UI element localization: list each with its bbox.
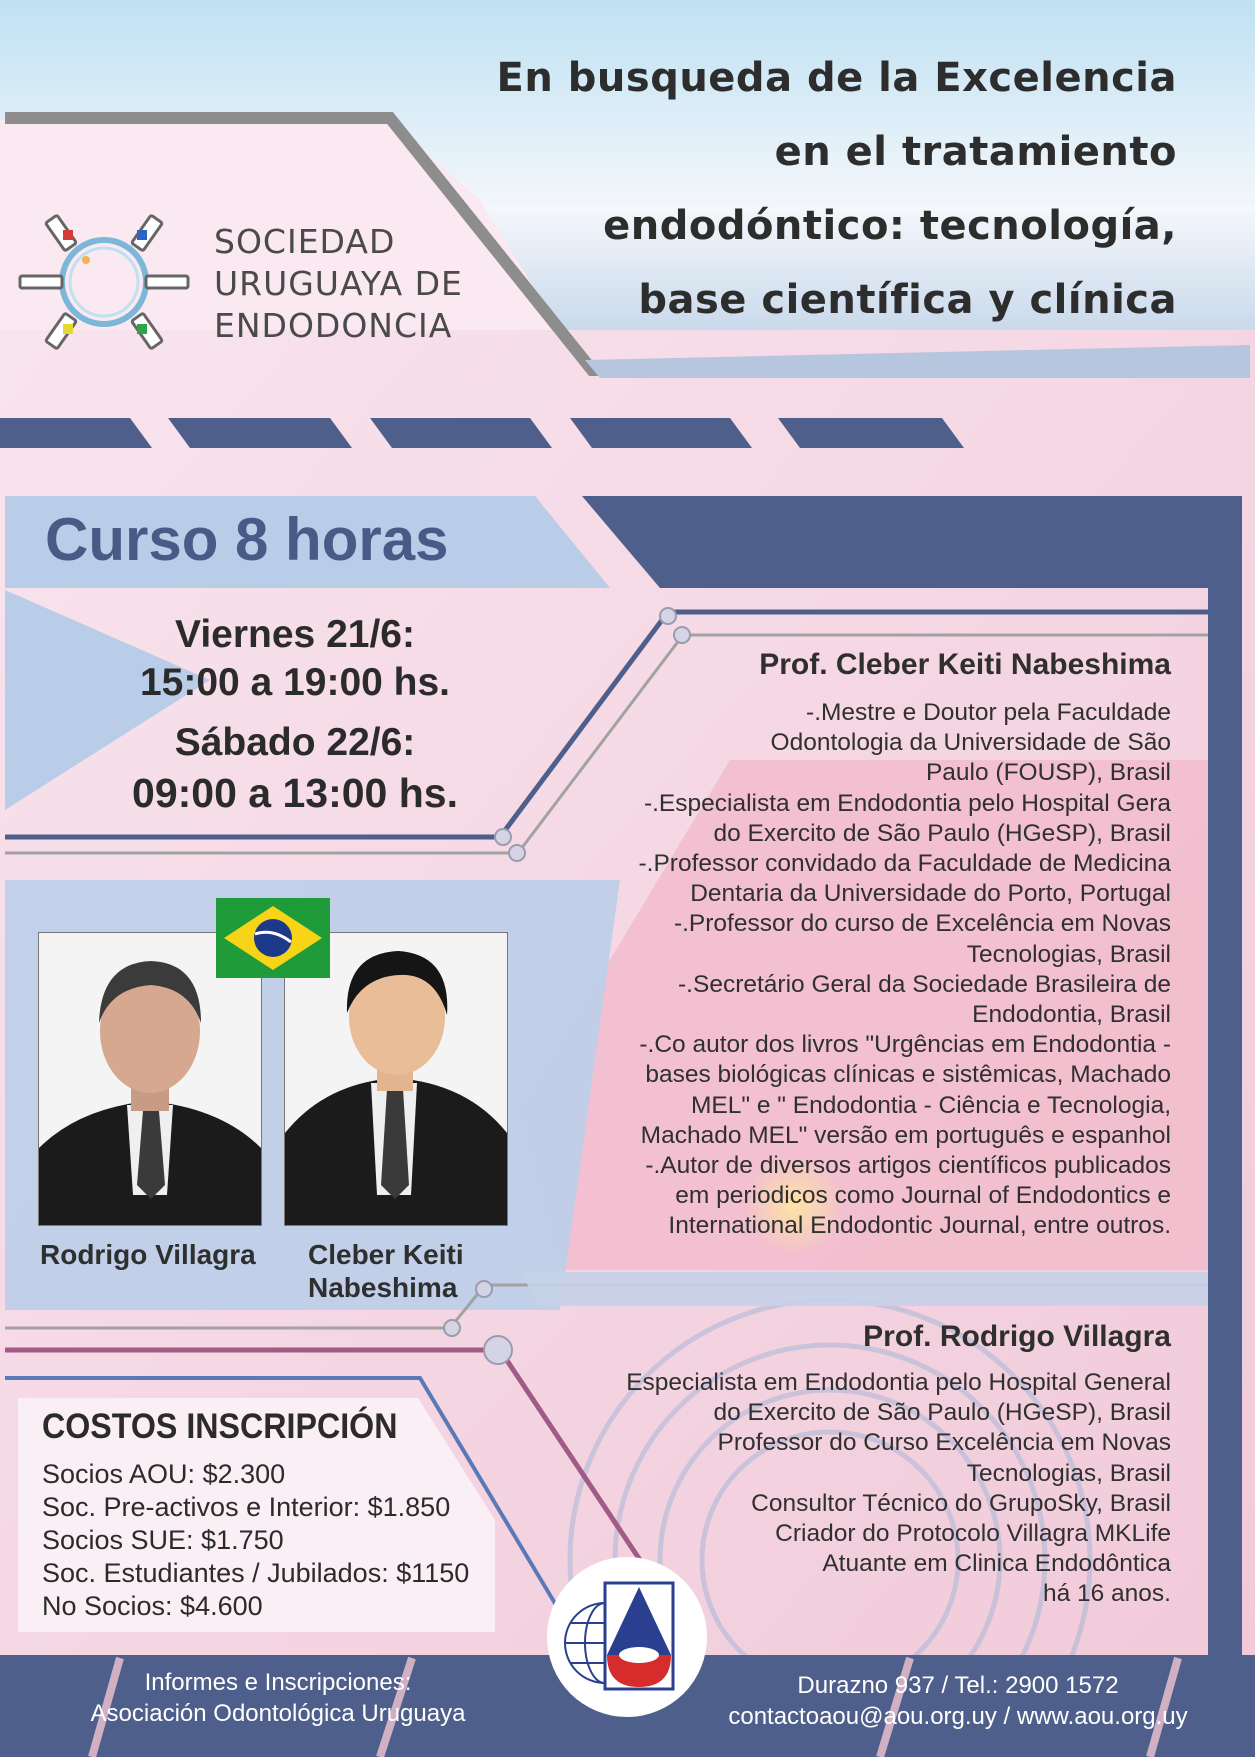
bio-line: -.Autor de diversos artigos científicos publicados (645, 1152, 1171, 1180)
bio-line: Tecnologias, Brasil (966, 940, 1171, 968)
aou-emblem-icon (545, 1555, 710, 1720)
bio-line: Dentaria da Universidade do Porto, Portugal (690, 880, 1171, 908)
prof2-name: Prof. Rodrigo Villagra (863, 1320, 1171, 1353)
cost-item: No Socios: $4.600 (42, 1591, 263, 1621)
title-line-4: base científica y clínica (638, 277, 1177, 323)
photo-caption-right-1: Cleber Keiti (308, 1239, 464, 1270)
bio-line: Consultor Técnico do GrupoSky, Brasil (751, 1489, 1171, 1517)
bio-line: do Exercito de São Paulo (HGeSP), Brasil (713, 1399, 1171, 1427)
bio-line: bases biológicas clínicas e sistêmicas, Machado (645, 1061, 1171, 1089)
bio-line: -.Professor convidado da Faculdade de Medicina (638, 850, 1171, 878)
bio-line: Machado MEL" versão em português e espanhol (640, 1121, 1171, 1149)
bio-line: Atuante em Clinica Endodôntica (822, 1550, 1171, 1578)
bio-line: Odontologia da Universidade de São (770, 729, 1171, 757)
bio-line: Endodontia, Brasil (972, 1001, 1171, 1029)
bio-line: do Exercito de São Paulo (HGeSP), Brasil (713, 819, 1171, 847)
photo-caption-right-2: Nabeshima (308, 1272, 458, 1303)
bio-line: International Endodontic Journal, entre outros. (668, 1212, 1171, 1240)
photo-caption-left: Rodrigo Villagra (40, 1239, 256, 1270)
title-line-2: en el tratamiento (774, 129, 1177, 175)
logo-line-3: ENDODONCIA (214, 306, 453, 345)
bio-line: Professor do Curso Excelência em Novas (717, 1429, 1171, 1457)
cost-item: Soc. Pre-activos e Interior: $1.850 (42, 1492, 451, 1522)
bio-line: -.Co autor dos livros "Urgências em Endodontia - (639, 1031, 1171, 1059)
footer-right (718, 1670, 1198, 1732)
bio-line: -.Mestre e Doutor pela Faculdade (806, 699, 1171, 726)
bio-line: -.Especialista em Endodontia pelo Hospital Gera (643, 789, 1171, 817)
footer-address: Durazno 937 / Tel.: 2900 1572 (797, 1672, 1119, 1699)
prof1-name: Prof. Cleber Keiti Nabeshima (759, 648, 1171, 681)
costs-title: COSTOS INSCRIPCIÓN (42, 1407, 398, 1446)
bio-line: Especialista em Endodontia pelo Hospital General (626, 1369, 1171, 1396)
cost-item: Socios SUE: $1.750 (42, 1525, 284, 1555)
prof1-bio (531, 698, 1171, 1242)
bio-line: Paulo (FOUSP), Brasil (925, 759, 1171, 787)
cost-item: Socios AOU: $2.300 (42, 1459, 286, 1489)
brazil-flag-icon (216, 898, 330, 978)
costs-list (42, 1458, 469, 1623)
footer-left-line-2: Asociación Odontológica Uruguaya (90, 1700, 466, 1727)
footer-left-line-1: Informes e Inscripciones: (144, 1669, 412, 1696)
title-line-3: endodóntico: tecnología, (603, 203, 1177, 249)
bio-line: em periodicos como Journal of Endodontics e (675, 1182, 1171, 1210)
bio-line: há 16 anos. (1042, 1580, 1171, 1608)
schedule-line-1: Viernes 21/6: (175, 613, 415, 656)
bio-line: Tecnologias, Brasil (966, 1459, 1171, 1487)
bio-line: Criador do Protocolo Villagra MKLife (775, 1520, 1171, 1548)
bio-line: -.Secretário Geral da Sociedade Brasileira de (678, 970, 1171, 998)
title-line-1: En busqueda de la Excelencia (496, 55, 1177, 101)
course-title: Curso 8 horas (45, 506, 449, 573)
logo-line-2: URUGUAYA DE (214, 264, 463, 303)
schedule-line-4: 09:00 a 13:00 hs. (132, 770, 458, 816)
bio-line: MEL" e " Endodontia - Ciência e Tecnologia, (690, 1091, 1171, 1119)
footer-left (78, 1667, 478, 1729)
schedule-line-3: Sábado 22/6: (174, 721, 416, 764)
syringe-wheel-icon (14, 204, 194, 364)
schedule-line-2: 15:00 a 19:00 hs. (139, 661, 451, 704)
bio-line: -.Professor do curso de Excelência em Novas (673, 910, 1171, 938)
footer-contact[interactable]: contactoaou@aou.org.uy / www.aou.org.uy (728, 1703, 1188, 1730)
cost-item: Soc. Estudiantes / Jubilados: $1150 (42, 1558, 470, 1588)
logo-line-1: SOCIEDAD (214, 222, 396, 261)
